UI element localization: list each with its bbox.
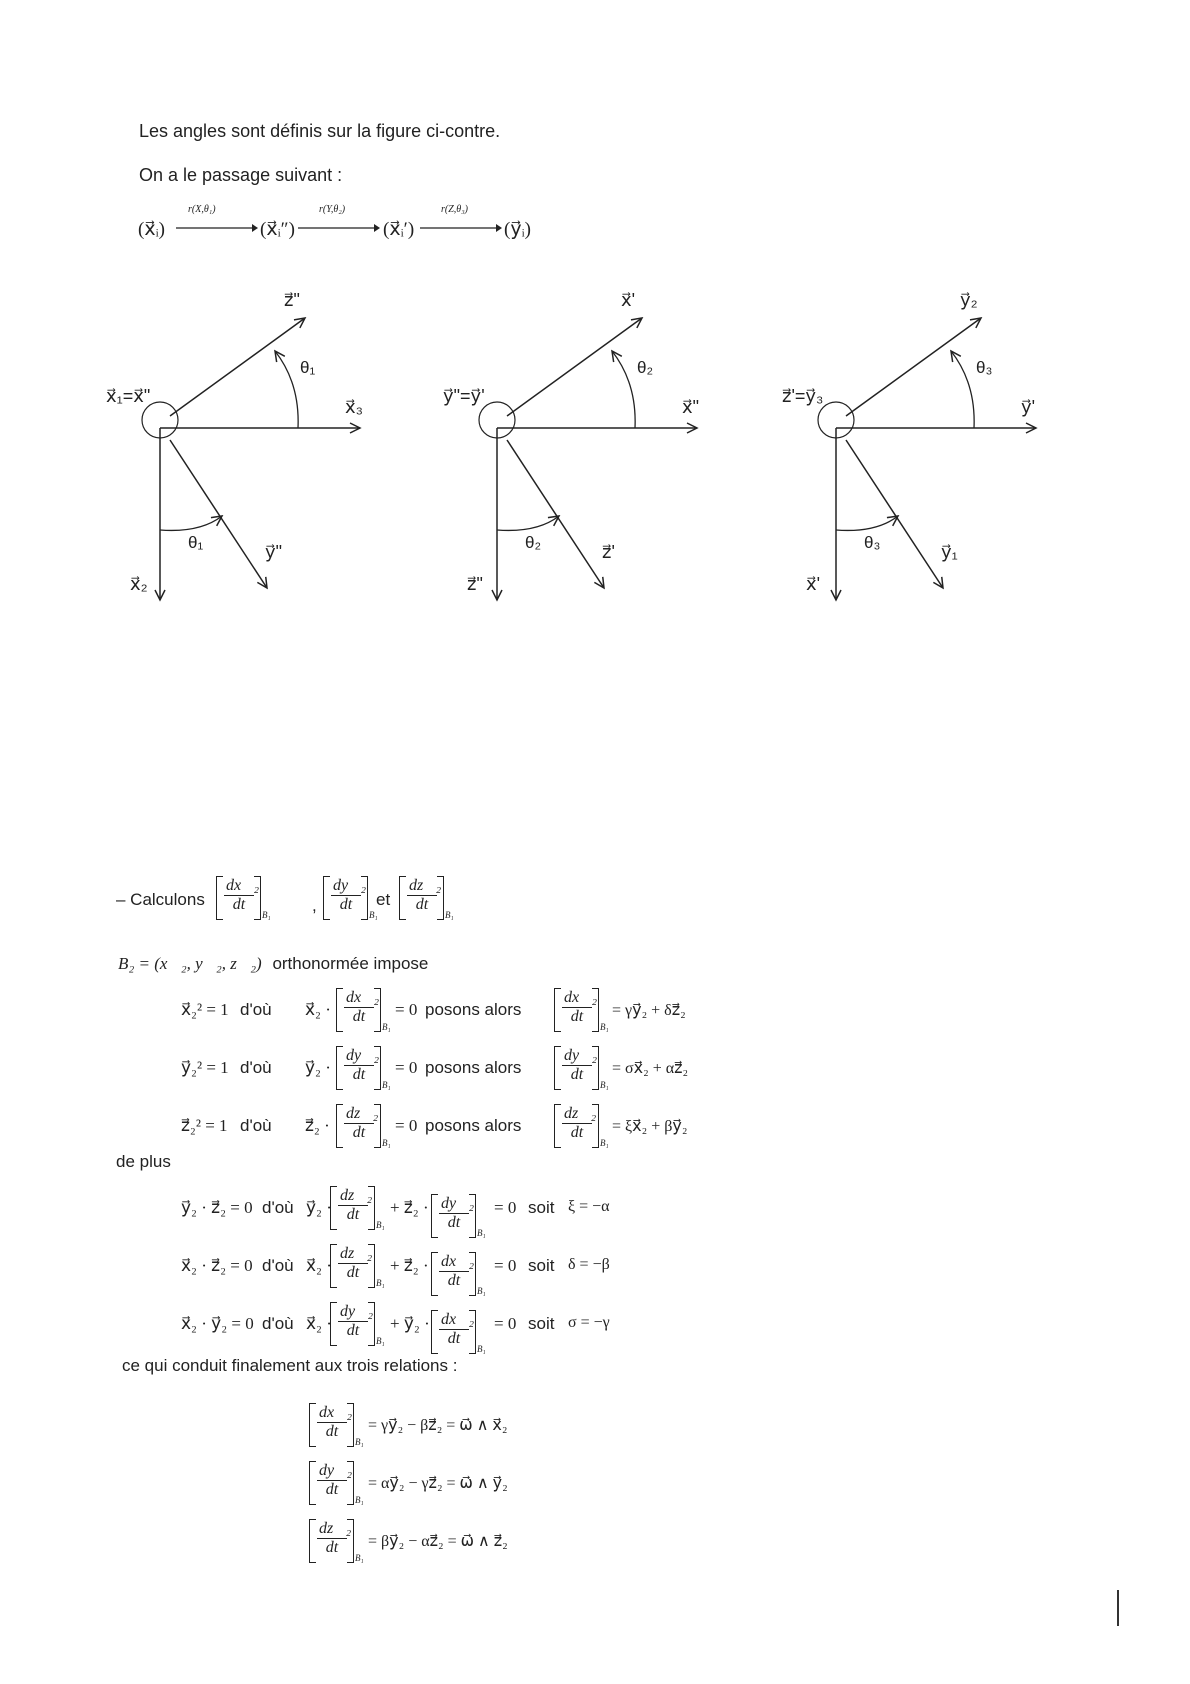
axis-rotated-down [507,440,604,588]
derivative-variable: y⃗₂ [354,1047,380,1064]
arrow-3 [420,222,502,234]
base-subscript: B₁ [600,1080,609,1090]
derivative-fraction [439,1195,475,1232]
label-center: y⃗"=y⃗' [443,386,485,406]
bracket-left [336,1104,343,1148]
differential-d: d [441,1253,449,1270]
final-deriv [309,1461,364,1507]
differential-d: d [226,877,234,894]
orth-eq0: = 0 [494,1314,517,1333]
label-up: z⃗" [284,290,300,310]
orth-dou: d'où [262,1198,294,1217]
base-subscript: B₁ [355,1495,364,1505]
norm-eq0: = 0 [395,1116,418,1135]
ortho-text: orthonormée impose [272,954,429,973]
bracket-left [330,1302,337,1346]
base-subscript: B₁ [262,910,271,920]
differential-d: d [319,1404,327,1421]
orth-lhs: x⃗₂ · y⃗₂ = 0 [181,1314,254,1333]
base-subscript: B₁ [445,910,454,920]
bracket-left [431,1194,438,1238]
differential-d: d [441,1195,449,1212]
differential-dt: dt [325,1423,339,1440]
orth-lhs: x⃗₂ · z⃗₂ = 0 [181,1256,253,1275]
derivative-fraction [224,877,260,914]
label-diagonal: y⃗" [265,542,283,562]
axis-rotated-down [170,440,267,588]
angle-arc-top [951,351,974,428]
bracket-left [399,876,406,920]
derivative-variable: z⃗₂ [327,1520,352,1537]
arrowhead-rotated-down [257,577,267,588]
derivative-variable: y⃗₂ [327,1462,353,1479]
label-right: y⃗' [1021,397,1036,417]
differential-d: d [319,1462,327,1479]
label-up: x⃗' [621,290,636,310]
orth-factor: y⃗₂ · [306,1198,332,1217]
final-rhs: = αy⃗₂ − γz⃗₂ = ω⃗ ∧ y⃗₂ [368,1475,508,1492]
label-center: z⃗'=y⃗₃ [782,386,824,406]
label-right: x⃗" [682,397,700,417]
label-angle-bottom: θ₃ [864,533,881,552]
orth-dou: d'où [262,1256,294,1275]
calc-line [116,872,454,932]
label-up: y⃗₂ [960,290,978,310]
norm-deriv [336,1104,391,1150]
derivative-fraction [338,1303,374,1340]
norm-rhs: = ξx⃗₂ + βy⃗₂ [612,1118,688,1135]
differential-d: d [409,877,417,894]
differential-dt: dt [325,1539,339,1556]
angle-arc-bottom [497,516,559,530]
label-angle-bottom: θ₁ [188,533,204,552]
final-deriv [309,1403,364,1449]
derivative-variable: x⃗₂ [449,1253,475,1270]
derivative-fraction [439,1253,475,1290]
derivative-fraction [344,1105,379,1142]
differential-d: d [340,1303,348,1320]
norm-deriv-2 [554,988,609,1034]
rotation-1: r(X,θ₁) [188,204,216,215]
norm-rhs: = γy⃗₂ + δz⃗₂ [612,1002,686,1019]
base-xi: (x⃗ᵢ) [138,219,166,240]
derivative-variable: z⃗₂ [572,1105,597,1122]
label-down: z⃗" [467,574,483,594]
derivative-variable: z⃗₂ [348,1245,373,1262]
base-xi-prime: (x⃗ᵢ′) [383,219,415,240]
final-rhs: = βy⃗₂ − αz⃗₂ = ω⃗ ∧ z⃗₂ [368,1533,508,1550]
bracket-left [309,1403,316,1447]
derivative-fraction [439,1311,475,1348]
differential-dt: dt [447,1272,461,1289]
norm-dou: d'où [240,1000,272,1019]
orth-soit: soit [528,1198,555,1217]
bracket-left [336,988,343,1032]
arrow-1 [176,222,258,234]
base-subscript: B₁ [600,1138,609,1148]
label-right: x⃗₃ [345,397,363,417]
calc-deriv-y2 [323,876,378,922]
differential-dt: dt [232,896,246,913]
derivative-variable: z⃗₂ [417,877,442,894]
bracket-left [330,1186,337,1230]
bracket-left [554,988,561,1032]
differential-dt: dt [415,896,429,913]
norm-eq0: = 0 [395,1000,418,1019]
orth-lhs: y⃗₂ · z⃗₂ = 0 [181,1198,253,1217]
base-subscript: B₁ [376,1220,385,1230]
derivative-variable: x⃗₂ [449,1311,475,1328]
bracket-left [336,1046,343,1090]
derivative-variable: y⃗₂ [449,1195,475,1212]
norm-posons: posons alors [425,1116,522,1135]
differential-d: d [340,1187,348,1204]
norm-square: z⃗₂² = 1 [181,1116,228,1135]
page-margin-bar [1117,1590,1119,1626]
norm-dot: y⃗₂ · [305,1058,331,1077]
base-subscript: B₁ [382,1022,391,1032]
differential-dt: dt [346,1264,360,1281]
differential-d: d [564,989,572,1006]
norm-deriv [336,1046,391,1092]
calc-deriv-x2 [216,876,271,922]
orth-deriv-1 [330,1302,385,1348]
differential-d: d [346,1105,354,1122]
differential-d: d [340,1245,348,1262]
label-angle-top: θ₁ [300,358,316,377]
derivative-fraction [562,1047,598,1084]
derivative-variable: y⃗₂ [341,877,367,894]
intro-line-1: Les angles sont définis sur la figure ci-contre. [139,121,501,141]
differential-dt: dt [570,1008,584,1025]
label-down: x⃗' [806,574,821,594]
base-subscript: B₁ [382,1080,391,1090]
differential-dt: dt [352,1008,366,1025]
label-angle-bottom: θ₂ [525,533,542,552]
orth-deriv-2 [431,1194,486,1240]
norm-square: x⃗₂² = 1 [181,1000,229,1019]
orth-factor: x⃗₂ · [306,1256,332,1275]
label-diagonal: z⃗' [602,542,615,562]
derivative-fraction [317,1462,353,1499]
orth-dou: d'où [262,1314,294,1333]
angle-arc-bottom [160,516,222,530]
orth-plus: + z⃗₂ · [390,1256,429,1275]
final-deriv [309,1519,364,1565]
orth-eq0: = 0 [494,1198,517,1217]
intro-line-2: On a le passage suivant : [139,165,343,185]
differential-dt: dt [447,1214,461,1231]
orth-plus: + z⃗₂ · [390,1198,429,1217]
differential-dt: dt [570,1124,584,1141]
derivative-fraction [331,877,367,914]
base-subscript: B₁ [376,1336,385,1346]
norm-dot: x⃗₂ · [305,1000,331,1019]
label-down: x⃗₂ [130,574,148,594]
derivative-fraction [317,1404,353,1441]
differential-d: d [346,989,354,1006]
derivative-variable: x⃗₂ [234,877,260,894]
differential-dt: dt [339,896,353,913]
orth-deriv-2 [431,1310,486,1356]
norm-dot: z⃗₂ · [305,1116,330,1135]
base-subscript: B₁ [355,1553,364,1563]
derivative-fraction [562,989,598,1026]
orth-eq0: = 0 [494,1256,517,1275]
differential-d: d [319,1520,327,1537]
bracket-left [309,1461,316,1505]
label-center: x⃗₁=x⃗" [106,386,151,406]
derivative-fraction [338,1245,373,1282]
bracket-left [323,876,330,920]
differential-d: d [564,1105,572,1122]
base-subscript: B₁ [382,1138,391,1148]
orth-plus: + y⃗₂ · [390,1314,430,1333]
ortho-line [118,954,428,974]
label-angle-top: θ₂ [637,358,654,377]
final-rhs: = γy⃗₂ − βz⃗₂ = ω⃗ ∧ x⃗₂ [368,1417,508,1434]
de-plus: de plus [116,1152,171,1171]
orth-result: δ = −β [568,1256,610,1273]
angle-arc-bottom [836,516,898,530]
orth-deriv-2 [431,1252,486,1298]
label-diagonal: y⃗₁ [941,542,958,562]
norm-rhs: = σx⃗₂ + αz⃗₂ [612,1060,689,1077]
orth-deriv-1 [330,1244,385,1290]
differential-dt: dt [346,1206,360,1223]
derivative-fraction [317,1520,352,1557]
base-subscript: B₁ [477,1344,486,1354]
differential-dt: dt [352,1124,366,1141]
norm-posons: posons alors [425,1058,522,1077]
bracket-left [431,1310,438,1354]
bracket-left [309,1519,316,1563]
norm-deriv-2 [554,1104,609,1150]
norm-eq0: = 0 [395,1058,418,1077]
norm-dou: d'où [240,1116,272,1135]
orth-factor: x⃗₂ · [306,1314,332,1333]
angle-arc-top [275,351,298,428]
bracket-left [431,1252,438,1296]
bracket-left [554,1046,561,1090]
derivative-variable: x⃗₂ [327,1404,353,1421]
derivative-variable: x⃗₂ [572,989,598,1006]
arrowhead-rotated-down [594,577,604,588]
derivative-fraction [562,1105,597,1142]
bracket-left [554,1104,561,1148]
differential-d: d [346,1047,354,1064]
derivative-fraction [344,1047,380,1084]
angle-arc-top [612,351,635,428]
base-subscript: B₁ [477,1286,486,1296]
calc-sep1: , [312,896,317,915]
arrow-2 [298,222,380,234]
norm-posons: posons alors [425,1000,522,1019]
conclusion: ce qui conduit finalement aux trois relations : [122,1356,458,1375]
base-subscript: B₁ [369,910,378,920]
calc-sep2: et [376,890,391,909]
orth-deriv-1 [330,1186,385,1232]
rotation-3: r(Z,θ₃) [441,204,469,215]
derivative-fraction [338,1187,373,1224]
axis-rotated-down [846,440,943,588]
base-xi-second: (x⃗ᵢ″) [260,219,295,240]
differential-dt: dt [447,1330,461,1347]
orth-soit: soit [528,1256,555,1275]
norm-square: y⃗₂² = 1 [181,1058,229,1077]
orth-result: ξ = −α [568,1198,610,1215]
base-yi: (y⃗ᵢ) [504,219,532,240]
norm-dou: d'où [240,1058,272,1077]
derivative-fraction [407,877,442,914]
norm-deriv [336,988,391,1034]
rotation-figures [0,270,1190,620]
derivative-variable: z⃗₂ [354,1105,379,1122]
differential-dt: dt [346,1322,360,1339]
orth-result: σ = −γ [568,1314,610,1331]
norm-deriv-2 [554,1046,609,1092]
derivative-variable: x⃗₂ [354,989,380,1006]
derivative-fraction [344,989,380,1026]
label-angle-top: θ₃ [976,358,993,377]
differential-dt: dt [570,1066,584,1083]
base-subscript: B₁ [355,1437,364,1447]
base-subscript: B₁ [600,1022,609,1032]
arrowhead-rotated-down [933,577,943,588]
bracket-left [216,876,223,920]
calc-prefix: – Calculons [116,890,205,909]
differential-d: d [333,877,341,894]
ortho-lhs: B₂ = (x⃗₂, y⃗₂, z⃗₂) [118,954,262,973]
differential-d: d [441,1311,449,1328]
rotation-chain [138,204,558,250]
derivative-variable: y⃗₂ [348,1303,374,1320]
base-subscript: B₁ [477,1228,486,1238]
calc-deriv-z2 [399,876,454,922]
differential-dt: dt [325,1481,339,1498]
rotation-2: r(Y,θ₂) [319,204,346,215]
bracket-left [330,1244,337,1288]
orth-soit: soit [528,1314,555,1333]
differential-dt: dt [352,1066,366,1083]
derivative-variable: y⃗₂ [572,1047,598,1064]
differential-d: d [564,1047,572,1064]
base-subscript: B₁ [376,1278,385,1288]
derivative-variable: z⃗₂ [348,1187,373,1204]
